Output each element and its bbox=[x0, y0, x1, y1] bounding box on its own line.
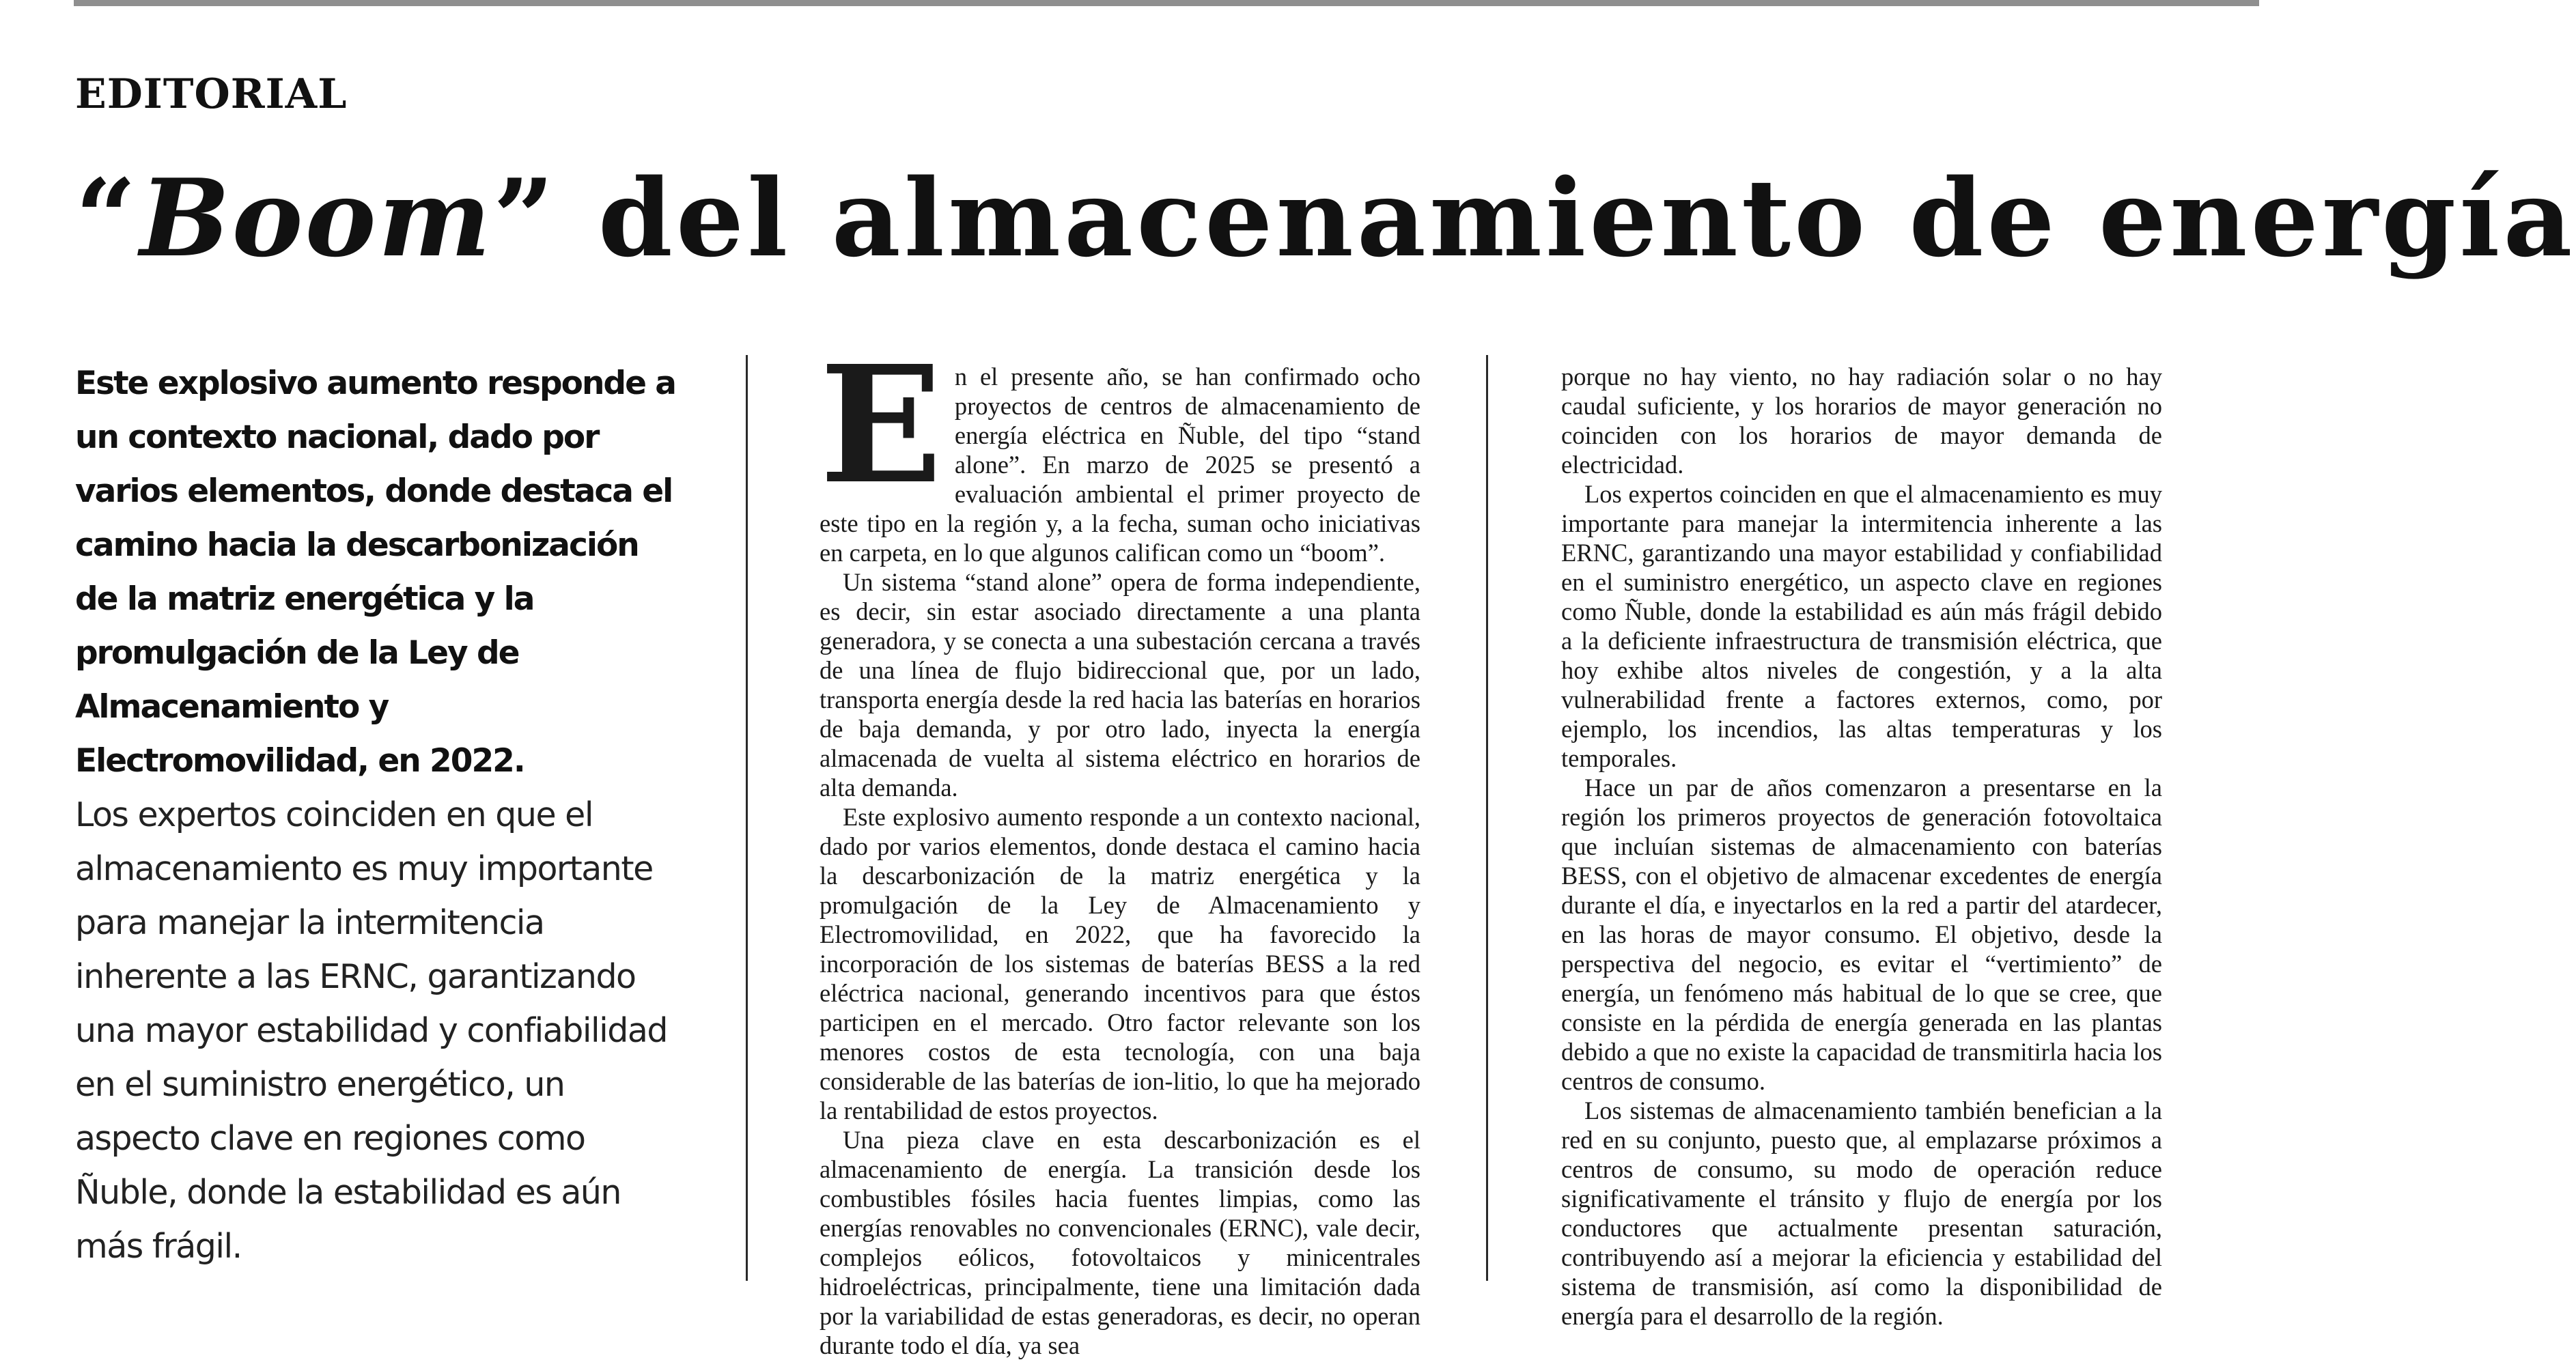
paragraph: Una pieza clave en esta descarbonización es el almacenamiento de energía. La transición desde los combustibles fósiles hacia fuentes limpias, como las energías renovables no convencionales (ERNC), vale decir, complejos eólicos, fotovoltaicos y minicentrales hidroeléctricas, principalmente, tiene una limitación dada por la variabilidad de estas generadoras, es decir, no operan durante todo el día, ya sea bbox=[820, 1126, 1420, 1359]
paragraph: Hace un par de años comenzaron a presentarse en la región los primeros proyectos de generación fotovoltaica que incluían sistemas de almacenamiento con baterías BESS, con el objetivo de almacenar excedentes de energía durante el día, e inyectarlos en la red a partir del atardecer, en las horas de mayor consumo. El objetivo, desde la perspectiva del negocio, es evitar el “vertimiento” de energía, un fenómeno más habitual de lo que se cree, que consiste en la pérdida de energía generada en las plantas debido a que no existe la capacidad de transmitirla hacia los centros de consumo. bbox=[1561, 774, 2162, 1095]
paragraph-text: n el presente año, se han confirmado ocho proyectos de centros de almacenamiento de energía eléctrica en Ñuble, del tipo “stand alone”. En marzo de 2025 se presentó a evaluación ambiental el primer proyecto de este tipo en la región y, a la fecha, suman ocho iniciativas en carpeta, en lo que algunos califican como un “boom”. bbox=[820, 363, 1420, 567]
headline-quote-close: ” bbox=[492, 156, 558, 281]
headline-quote-open: “ bbox=[75, 156, 140, 281]
headline bbox=[75, 156, 2576, 281]
lead-summary: Este explosivo aumento responde a un contexto nacional, dado por varios elementos, donde destaca el camino hacia la descarbonización de la matriz energética y la promulgación de la Ley de Almacenamiento y Electromovilidad, en 2022. bbox=[75, 365, 676, 780]
article-column-1 bbox=[820, 330, 1420, 1360]
paragraph: porque no hay viento, no hay radiación solar o no hay caudal suficiente, y los horarios de mayor generación no coinciden con los horarios de mayor demanda de electricidad. bbox=[1561, 363, 2162, 479]
article-column-2 bbox=[1561, 362, 2162, 1331]
paragraph: Los expertos coinciden en que el almacenamiento es muy importante para manejar la intermitencia inherente a las ERNC, garantizando una mayor estabilidad y confiabilidad en el suministro energético, un aspecto clave en regiones como Ñuble, donde la estabilidad es aún más frágil debido a la deficiente infraestructura de transmisión eléctrica, que hoy exhibe altos niveles de congestión, y a la alta vulnerabilidad frente a factores externos, como, por ejemplo, los incendios, las altas temperaturas y los temporales. bbox=[1561, 480, 2162, 772]
column-divider-2 bbox=[1486, 355, 1488, 1281]
column-divider-1 bbox=[746, 355, 748, 1281]
section-label: EDITORIAL bbox=[75, 70, 348, 118]
lead-quote: Los expertos coinciden en que el almacenamiento es muy importante para manejar la intermitencia inherente a las ERNC, garantizando una mayor estabilidad y confiabilidad en el suministro energético, un aspecto clave en regiones como Ñuble, donde la estabilidad es aún más frágil. bbox=[75, 795, 667, 1266]
paragraph bbox=[820, 330, 1420, 567]
paragraph: Los sistemas de almacenamiento también benefician a la red en su conjunto, puesto que, al emplazarse próximos a centros de consumo, su modo de operación reduce significativamente el tránsito y flujo de energía por los conductores que actualmente presentan saturación, contribuyendo así a mejorar la eficiencia y estabilidad del sistema de transmisión, así como la disponibilidad de energía para el desarrollo de la región. bbox=[1561, 1096, 2162, 1330]
headline-rest: del almacenamiento de energía bbox=[557, 156, 2576, 281]
headline-emphasis: Boom bbox=[139, 156, 493, 281]
drop-cap: E bbox=[820, 330, 942, 520]
paragraph: Este explosivo aumento responde a un contexto nacional, dado por varios elementos, donde destaca el camino hacia la descarbonización de la matriz energética y la promulgación de la Ley de Almacenamiento y Electromovilidad, en 2022, que ha favorecido la incorporación de los sistemas de baterías BESS a la red eléctrica nacional, generando incentivos para que éstos participen en el mercado. Otro factor relevante son los menores costos de esta tecnología, con una baja considerable de las baterías de ion-litio, lo que ha mejorado la rentabilidad de estos proyectos. bbox=[820, 803, 1420, 1124]
lead-column bbox=[75, 356, 690, 1273]
paragraph: Un sistema “stand alone” opera de forma independiente, es decir, sin estar asociado directamente a una planta generadora, y se conecta a una subestación cercana a través de una línea de flujo bidireccional que, por un lado, transporta energía desde la red hacia las baterías en horarios de baja demanda, y por otro lado, inyecta la energía almacenada de vuelta al sistema eléctrico en horarios de alta demanda. bbox=[820, 568, 1420, 802]
top-rule bbox=[74, 0, 2259, 6]
